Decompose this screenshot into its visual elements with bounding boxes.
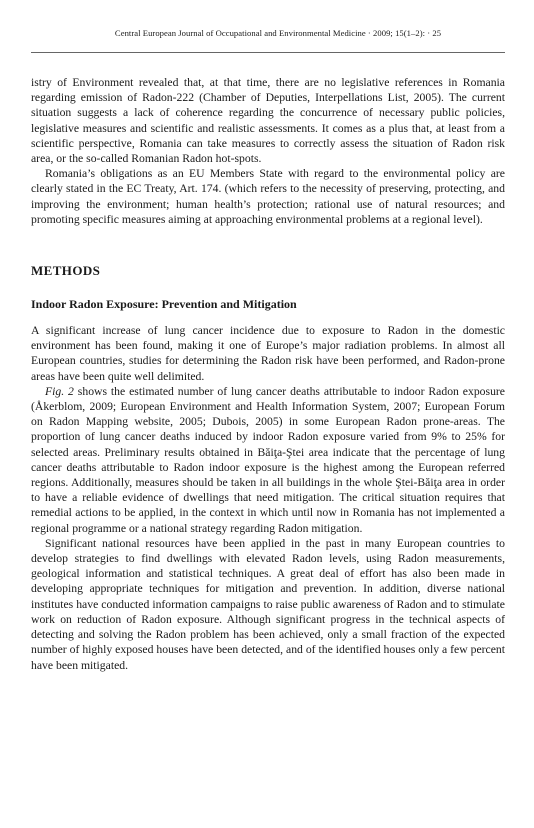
paragraph-fig2 <box>31 384 505 536</box>
subsection-heading: Indoor Radon Exposure: Prevention and Mitigation <box>31 297 297 312</box>
figure-reference: Fig. 2 <box>45 384 74 398</box>
paragraph-fig2-text: shows the estimated number of lung cancer deaths attributable to indoor Radon exposure (Åkerblom, 2009; European Environment and Health Information System, 2007; European Forum on Radon Mapping website, 2005; Dubois, 2005) in some European Radon prone-areas. The proportion of lung cancer deaths induced by indoor Radon exposure varied from 9% to 25% for selected areas. Preliminary results obtained in Băiţa-Ştei area indicate that the percentage of lung cancer deaths attributable to Radon indoor exposure is the highest among the European referred regions. Additionally, measures should be taken in all buildings in the whole Ştei-Băiţa area in order to have a reliable evidence of dwellings that need mitigation. The critical situation requires that remedial actions to be applied, in the context in which until now in Romania has not implemented a regional programme or a national strategy regarding Radon mitigation. <box>31 384 505 535</box>
section-heading-methods: METHODS <box>31 263 101 279</box>
paragraph-lung-cancer-incidence: A significant increase of lung cancer incidence due to exposure to Radon in the domestic environment has been found, making it one of Europe’s major radiation problems. In almost all European countries, studies for determining the Radon risk have been performed, and Radon-prone areas have been quite well delimited. <box>31 324 505 383</box>
running-header: Central European Journal of Occupational and Environmental Medicine · 2009; 15(1–2): · 25 <box>114 28 442 38</box>
paragraph-continued: istry of Environment revealed that, at that time, there are no legislative references in Romania regarding emission of Radon-222 (Chamber of Deputies, Interpellations List, 2005). The current situation suggests a lack of coherence regarding the concurrence of necessary public policies, legislative measures and scientific and realistic assessments. It comes as a plus that, at least from a scientific perspective, Romania can take measures to correctly assess the situation of Radon risk area, or the so-called Romanian Radon hot-spots. <box>31 76 505 166</box>
article-body <box>31 75 505 673</box>
paragraph-national-resources: Significant national resources have been applied in the past in many European countries to develop strategies to find dwellings with elevated Radon levels, using Radon measurements, geological information and statistical techniques. A great deal of effort has also been made in developing appropriate techniques for mitigation and prevention. In addition, diverse national institutes have conducted information campaigns to raise public awareness of Radon and to stimulate work on reduction of Radon exposure. Although significant progress in the technical aspects of detecting and solving the Radon problem has been achieved, only a small fraction of the expected number of highly exposed houses have been detected, and of the identified houses only a few percent have been mitigated. <box>31 536 505 672</box>
paragraph-eu-obligations: Romania’s obligations as an EU Members State with regard to the environmental policy are clearly stated in the EC Treaty, Art. 174. (which refers to the necessity of preserving, protecting, and improving the environment; human health’s protection; rational use of natural resources; and promoting specific measures aiming at approaching environmental problems at a regional level). <box>31 167 505 226</box>
header-rule <box>31 52 505 53</box>
